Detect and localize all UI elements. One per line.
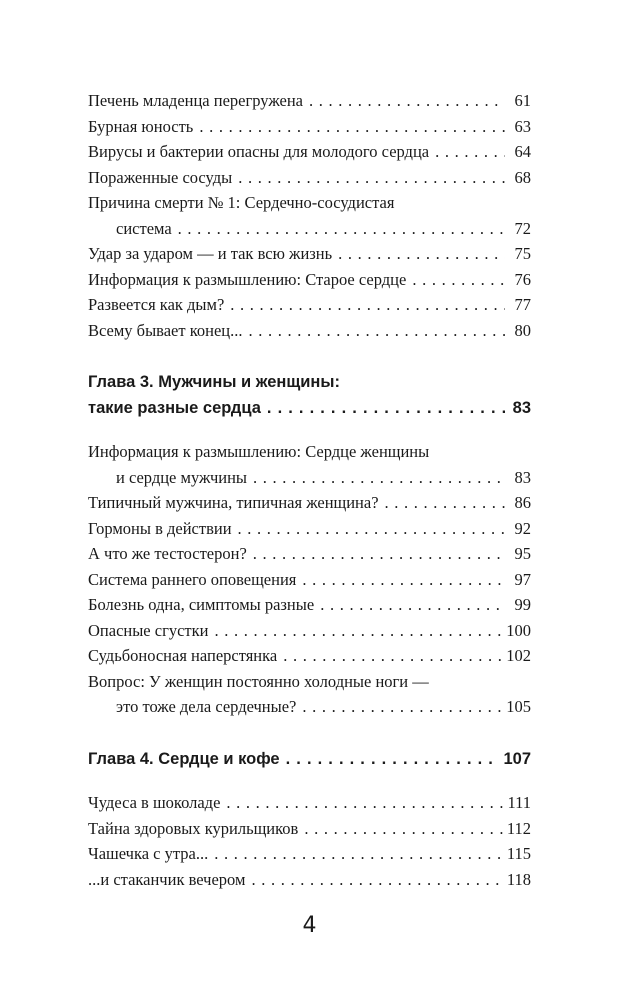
chapter-page: 107 [503, 749, 531, 768]
toc-entry-title: Тайна здоровых курильщиков [88, 818, 299, 838]
toc-entry [88, 267, 531, 293]
toc-entry-title: Пораженные сосуды [88, 167, 233, 187]
toc-entry-page: 61 [514, 91, 531, 110]
toc-leader-dots [320, 592, 505, 618]
toc-entry-page: 83 [514, 467, 531, 487]
toc-leader-dots [238, 165, 505, 191]
toc-entry-title: Причина смерти № 1: Сердечно-сосудистая [88, 193, 395, 212]
toc-leader-dots [302, 567, 505, 593]
toc-leader-dots [267, 396, 505, 422]
toc-entry-first-line [88, 669, 531, 695]
toc-entry-title: Удар за ударом — и так всю жизнь [88, 244, 333, 263]
toc-entry-page: 111 [507, 793, 531, 812]
toc-entry [88, 618, 531, 644]
toc-entry [88, 643, 531, 669]
toc-entry [88, 790, 531, 816]
toc-entry [88, 318, 531, 344]
toc-entry-page: 77 [514, 295, 531, 314]
toc-leader-dots [253, 465, 505, 491]
chapter-title-continued: такие разные сердца [88, 398, 261, 417]
toc-entry-title: Система раннего оповещения [88, 569, 297, 589]
toc-entry-title: Развеется как дым? [88, 295, 225, 314]
toc-leader-dots [214, 618, 502, 644]
chapter-heading [88, 396, 531, 422]
toc-entry-page: 86 [514, 493, 531, 512]
toc-entry-title: Информация к размышлению: Сердце женщины [88, 442, 430, 461]
toc-entry [88, 592, 531, 618]
toc-entry [88, 841, 531, 867]
toc-entry [88, 465, 531, 491]
toc-entry-title: А что же тестостерон? [88, 544, 247, 563]
toc-entry-title: ...и стаканчик вечером [88, 869, 246, 889]
toc-leader-dots [338, 241, 505, 267]
toc-entry [88, 165, 531, 191]
toc-entry [88, 88, 531, 114]
toc-entry-title-continued: и сердце мужчины [116, 467, 248, 487]
toc-entry-title: Всему бывает конец... [88, 320, 243, 340]
toc-leader-dots [302, 694, 502, 720]
toc-entry [88, 292, 531, 318]
toc-entry-page: 76 [514, 269, 531, 289]
toc-entry [88, 867, 531, 893]
toc-leader-dots [249, 318, 506, 344]
toc-entry-page: 72 [514, 218, 531, 238]
toc-entry-first-line [88, 190, 531, 216]
toc-entry [88, 139, 531, 165]
toc-entry [88, 567, 531, 593]
toc-leader-dots [309, 88, 505, 114]
toc-entry-title-continued: это тоже дела сердечные? [116, 697, 297, 716]
toc-leader-dots [412, 267, 505, 293]
toc-entry [88, 114, 531, 140]
toc-entry-title: Информация к размышлению: Старое сердце [88, 269, 407, 289]
toc-entry-page: 75 [514, 244, 531, 263]
chapter-title: Глава 4. Сердце и кофе [88, 749, 280, 768]
toc-leader-dots [283, 643, 502, 669]
toc-entry-title: Бурная юность [88, 116, 194, 136]
toc-entry [88, 541, 531, 567]
toc-leader-dots [230, 292, 505, 318]
chapter-title: Глава 3. Мужчины и женщины: [88, 373, 340, 391]
toc-entry [88, 694, 531, 720]
toc-entry-page: 95 [514, 544, 531, 563]
toc-entry [88, 241, 531, 267]
toc-leader-dots [286, 747, 500, 773]
toc-entry-title: Болезнь одна, симптомы разные [88, 595, 315, 614]
toc-leader-dots [385, 490, 505, 516]
chapter-heading-first-line [88, 370, 531, 396]
toc-leader-dots [253, 541, 505, 567]
toc-entry [88, 490, 531, 516]
toc-entry-page: 102 [506, 646, 531, 665]
toc-entry-first-line [88, 439, 531, 465]
toc-entry-page: 105 [506, 697, 531, 716]
toc-entry [88, 516, 531, 542]
toc-entry-title: Печень младенца перегружена [88, 91, 303, 110]
toc-leader-dots [214, 841, 503, 867]
toc-leader-dots [238, 516, 505, 542]
toc-entry [88, 216, 531, 242]
toc-leader-dots [178, 216, 505, 242]
toc-entry [88, 816, 531, 842]
page-number: 4 [302, 913, 317, 938]
toc-entry-page: 68 [514, 167, 531, 187]
toc-entry-title: Опасные сгустки [88, 620, 209, 640]
toc-entry-title: Типичный мужчина, типичная женщина? [88, 493, 379, 512]
toc-entry-title: Вопрос: У женщин постоянно холодные ноги — [88, 671, 429, 691]
toc-entry-page: 64 [514, 142, 531, 161]
chapter-page: 83 [512, 398, 531, 417]
toc-entry-page: 118 [506, 869, 531, 889]
toc-entry-page: 63 [514, 116, 531, 136]
toc-entry-title-continued: система [116, 218, 172, 238]
table-of-contents [88, 88, 531, 892]
toc-entry-page: 92 [514, 518, 531, 538]
toc-leader-dots [435, 139, 505, 165]
toc-entry-page: 100 [506, 620, 531, 640]
toc-entry-page: 112 [506, 818, 531, 838]
toc-entry-title: Судьбоносная наперстянка [88, 646, 278, 665]
toc-leader-dots [251, 867, 502, 893]
toc-entry-title: Вирусы и бактерии опасны для молодого сердца [88, 142, 430, 161]
toc-leader-dots [226, 790, 503, 816]
toc-entry-page: 99 [514, 595, 531, 614]
toc-entry-title: Чашечка с утра... [88, 844, 209, 863]
toc-leader-dots [199, 114, 505, 140]
toc-entry-page: 115 [506, 844, 531, 863]
toc-entry-page: 97 [514, 569, 531, 589]
toc-entry-page: 80 [514, 320, 531, 340]
toc-entry-title: Гормоны в действии [88, 518, 232, 538]
chapter-heading [88, 747, 531, 773]
toc-leader-dots [304, 816, 503, 842]
toc-entry-title: Чудеса в шоколаде [88, 793, 221, 812]
